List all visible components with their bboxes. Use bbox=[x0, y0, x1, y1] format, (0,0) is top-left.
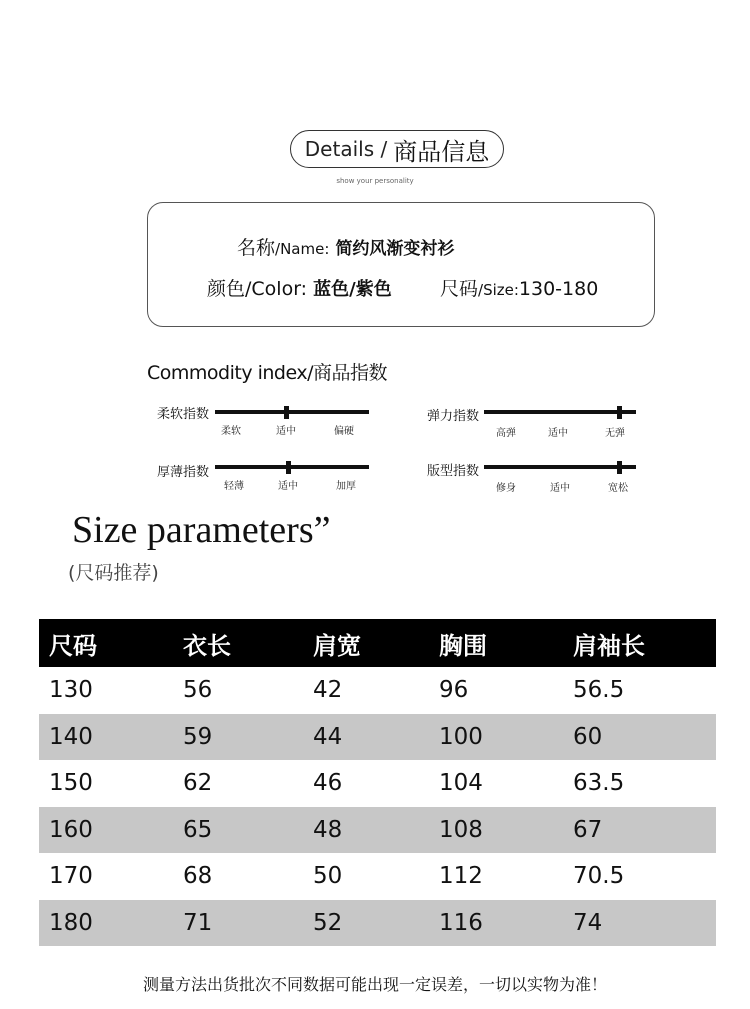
thickness-index-label: 厚薄指数 bbox=[157, 465, 210, 480]
cell-length: 71 bbox=[183, 909, 213, 936]
cell-sleeve: 70.5 bbox=[573, 863, 625, 890]
name-label: 名称 bbox=[237, 237, 276, 259]
header-length: 衣长 bbox=[183, 631, 231, 660]
details-label-zh: 商品信息 bbox=[393, 137, 490, 166]
cell-shoulder: 46 bbox=[313, 770, 343, 797]
color-label: 颜色/Color: bbox=[207, 278, 308, 300]
fit-tick-low: 修身 bbox=[496, 483, 516, 494]
elasticity-tick-high: 无弹 bbox=[605, 428, 625, 439]
thickness-tick-mid: 适中 bbox=[278, 481, 298, 492]
cell-shoulder: 52 bbox=[313, 909, 343, 936]
size-table bbox=[39, 619, 716, 946]
thickness-tick-low: 轻薄 bbox=[224, 481, 244, 492]
size-value: 130-180 bbox=[518, 278, 599, 300]
cell-shoulder: 50 bbox=[313, 863, 343, 890]
cell-shoulder: 48 bbox=[313, 816, 343, 843]
size-parameters-title: Size parameters” bbox=[72, 509, 331, 551]
cell-size: 160 bbox=[49, 816, 93, 843]
cell-size: 140 bbox=[49, 723, 93, 750]
elasticity-index-label: 弹力指数 bbox=[427, 409, 480, 424]
product-size-line bbox=[440, 274, 598, 301]
table-row bbox=[39, 807, 716, 854]
table-row bbox=[39, 900, 716, 947]
cell-chest: 108 bbox=[439, 816, 483, 843]
cell-shoulder: 44 bbox=[313, 723, 343, 750]
table-row bbox=[39, 667, 716, 714]
cell-size: 180 bbox=[49, 909, 93, 936]
measurement-disclaimer: 测量方法出货批次不同数据可能出现一定误差，一切以实物为准！ bbox=[142, 975, 607, 994]
header-shoulder: 肩宽 bbox=[313, 631, 361, 660]
table-row bbox=[39, 760, 716, 807]
product-name-line bbox=[237, 233, 454, 260]
elasticity-index-track bbox=[484, 410, 636, 414]
size-label-en: /Size: bbox=[478, 281, 519, 299]
cell-chest: 112 bbox=[439, 863, 483, 890]
commodity-index-title: Commodity index/商品指数 bbox=[147, 362, 387, 384]
thickness-index-track bbox=[215, 465, 369, 469]
header-sleeve: 肩袖长 bbox=[573, 631, 645, 660]
product-info-box bbox=[147, 202, 655, 327]
elasticity-index-marker bbox=[617, 406, 622, 419]
elasticity-tick-low: 高弹 bbox=[496, 428, 516, 439]
fit-index-track bbox=[484, 465, 636, 469]
table-row bbox=[39, 714, 716, 761]
header-chest: 胸围 bbox=[439, 631, 487, 660]
details-label-en: Details / bbox=[304, 137, 388, 161]
thickness-tick-high: 加厚 bbox=[336, 481, 356, 492]
elasticity-tick-mid: 适中 bbox=[548, 428, 568, 439]
table-row bbox=[39, 853, 716, 900]
cell-length: 62 bbox=[183, 770, 213, 797]
name-label-en: /Name: bbox=[275, 240, 330, 258]
fit-tick-mid: 适中 bbox=[550, 483, 570, 494]
cell-length: 68 bbox=[183, 863, 213, 890]
product-color-line bbox=[207, 274, 392, 301]
softness-index-label: 柔软指数 bbox=[157, 407, 210, 422]
thickness-index-marker bbox=[286, 461, 291, 474]
softness-index-track bbox=[215, 410, 369, 414]
cell-sleeve: 67 bbox=[573, 816, 603, 843]
header-size: 尺码 bbox=[49, 631, 97, 660]
name-value: 简约风渐变衬衫 bbox=[335, 239, 455, 259]
cell-sleeve: 56.5 bbox=[573, 677, 625, 704]
softness-tick-high: 偏硬 bbox=[334, 426, 354, 437]
cell-chest: 96 bbox=[439, 677, 469, 704]
cell-chest: 100 bbox=[439, 723, 483, 750]
cell-shoulder: 42 bbox=[313, 677, 343, 704]
cell-chest: 116 bbox=[439, 909, 483, 936]
size-label: 尺码 bbox=[440, 278, 479, 300]
fit-index-marker bbox=[617, 461, 622, 474]
details-header bbox=[290, 130, 504, 168]
cell-size: 130 bbox=[49, 677, 93, 704]
softness-index-marker bbox=[284, 406, 289, 419]
cell-sleeve: 74 bbox=[573, 909, 603, 936]
fit-index-label: 版型指数 bbox=[427, 464, 480, 479]
fit-tick-high: 宽松 bbox=[608, 483, 628, 494]
cell-length: 59 bbox=[183, 723, 213, 750]
softness-tick-low: 柔软 bbox=[221, 426, 241, 437]
cell-chest: 104 bbox=[439, 770, 483, 797]
size-recommend-subtitle: (尺码推荐) bbox=[68, 562, 159, 584]
details-tagline: show your personality bbox=[336, 177, 414, 185]
softness-tick-mid: 适中 bbox=[276, 426, 296, 437]
cell-sleeve: 63.5 bbox=[573, 770, 625, 797]
size-table-header bbox=[39, 619, 716, 667]
cell-size: 150 bbox=[49, 770, 93, 797]
cell-sleeve: 60 bbox=[573, 723, 603, 750]
cell-size: 170 bbox=[49, 863, 93, 890]
cell-length: 65 bbox=[183, 816, 213, 843]
cell-length: 56 bbox=[183, 677, 213, 704]
color-value: 蓝色/紫色 bbox=[313, 279, 392, 300]
